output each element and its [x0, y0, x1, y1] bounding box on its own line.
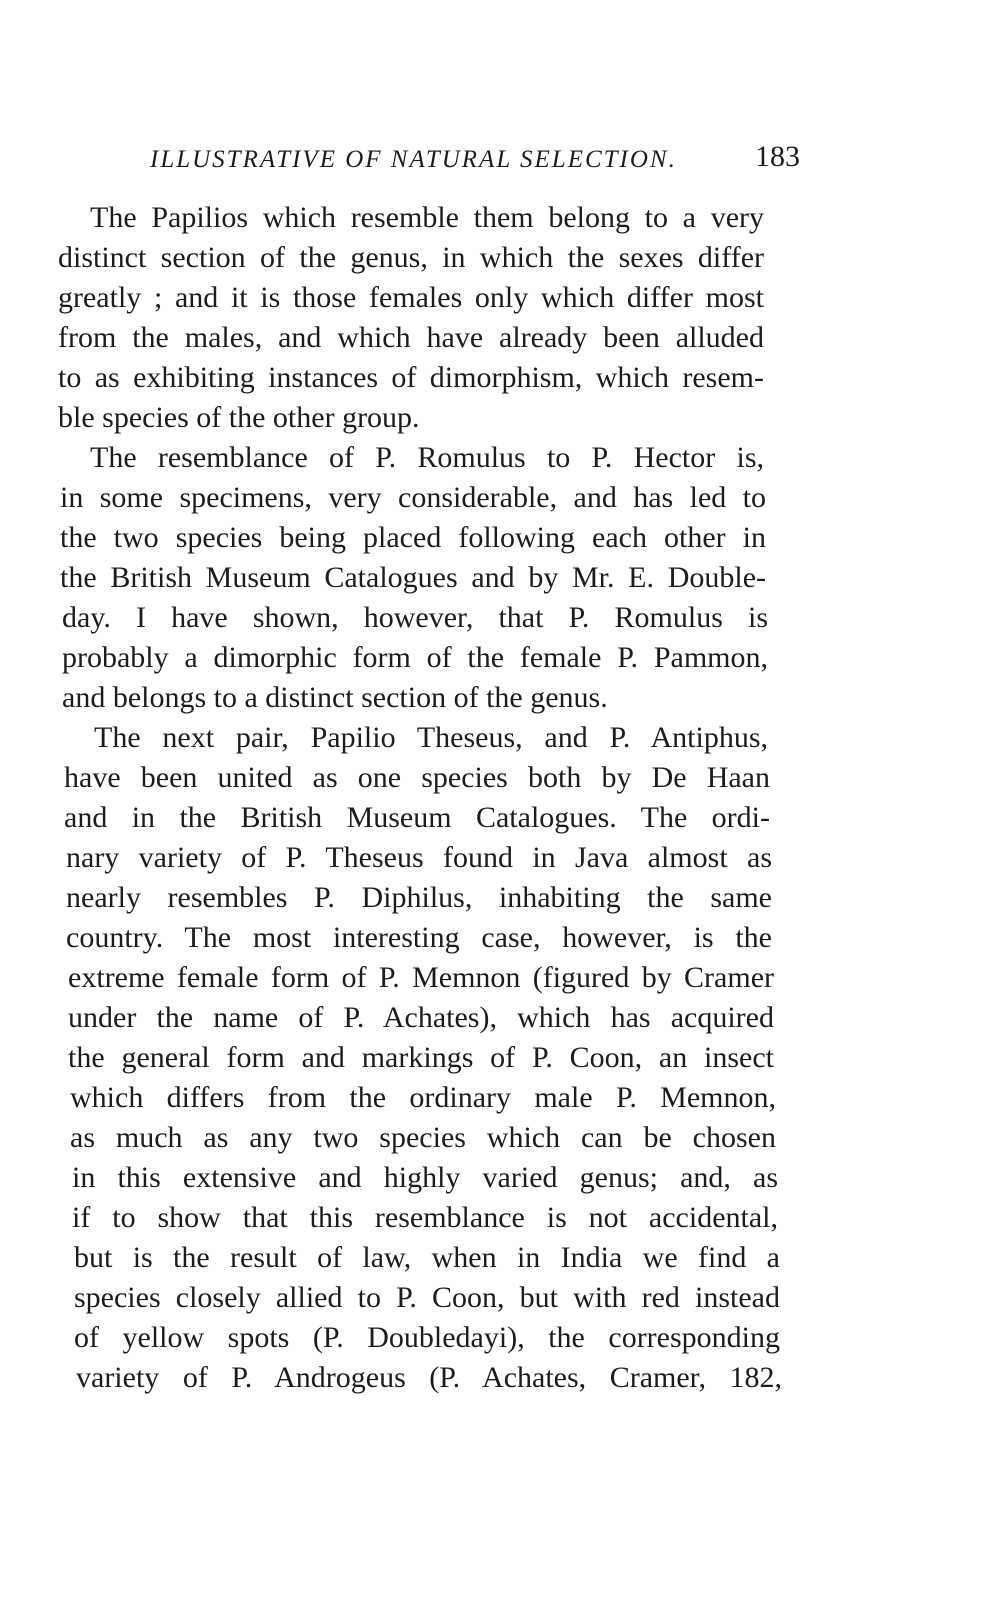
text-line: in this extensive and highly varied genus; and, as	[72, 1161, 778, 1194]
text-line: and belongs to a distinct section of the genus.	[62, 681, 608, 714]
text-line: if to show that this resemblance is not accidental,	[72, 1201, 778, 1234]
text-line: which differs from the ordinary male P. Memnon,	[70, 1081, 776, 1114]
text-line: The resemblance of P. Romulus to P. Hector is,	[90, 441, 764, 474]
page-number: 183	[755, 140, 800, 173]
text-line: probably a dimorphic form of the female P. Pammon,	[62, 641, 768, 674]
text-line: greatly ; and it is those females only which differ most	[58, 281, 764, 314]
text-line: ble species of the other group.	[58, 401, 420, 434]
text-line: The next pair, Papilio Theseus, and P. Antiphus,	[94, 721, 768, 754]
text-line: and in the British Museum Catalogues. The ordi-	[64, 801, 770, 834]
text-line: day. I have shown, however, that P. Romulus is	[62, 601, 768, 634]
text-line: nearly resembles P. Diphilus, inhabiting the same	[66, 881, 772, 914]
text-line: extreme female form of P. Memnon (figured by Cramer	[68, 961, 774, 994]
text-line: but is the result of law, when in India we find a	[74, 1241, 780, 1274]
text-line: variety of P. Androgeus (P. Achates, Cramer, 182,	[76, 1361, 782, 1394]
text-line: the two species being placed following each other in	[60, 521, 766, 554]
text-line: country. The most interesting case, however, is the	[66, 921, 772, 954]
running-title: ILLUSTRATIVE OF NATURAL SELECTION.	[150, 146, 677, 173]
text-line: from the males, and which have already been alluded	[58, 321, 764, 354]
text-line: have been united as one species both by De Haan	[64, 761, 770, 794]
text-line: as much as any two species which can be chosen	[70, 1121, 776, 1154]
text-line: under the name of P. Achates), which has acquired	[68, 1001, 774, 1034]
text-line: in some specimens, very considerable, and has led to	[60, 481, 766, 514]
text-line: species closely allied to P. Coon, but with red instead	[74, 1281, 780, 1314]
text-line: to as exhibiting instances of dimorphism, which resem-	[58, 361, 764, 394]
text-line: the general form and markings of P. Coon, an insect	[68, 1041, 774, 1074]
text-line: of yellow spots (P. Doubledayi), the corresponding	[74, 1321, 780, 1354]
text-line: nary variety of P. Theseus found in Java almost as	[66, 841, 772, 874]
page-header	[150, 140, 800, 180]
text-line: the British Museum Catalogues and by Mr. E. Double-	[60, 561, 766, 594]
text-line: The Papilios which resemble them belong to a very	[90, 201, 764, 234]
text-line: distinct section of the genus, in which the sexes differ	[58, 241, 764, 274]
